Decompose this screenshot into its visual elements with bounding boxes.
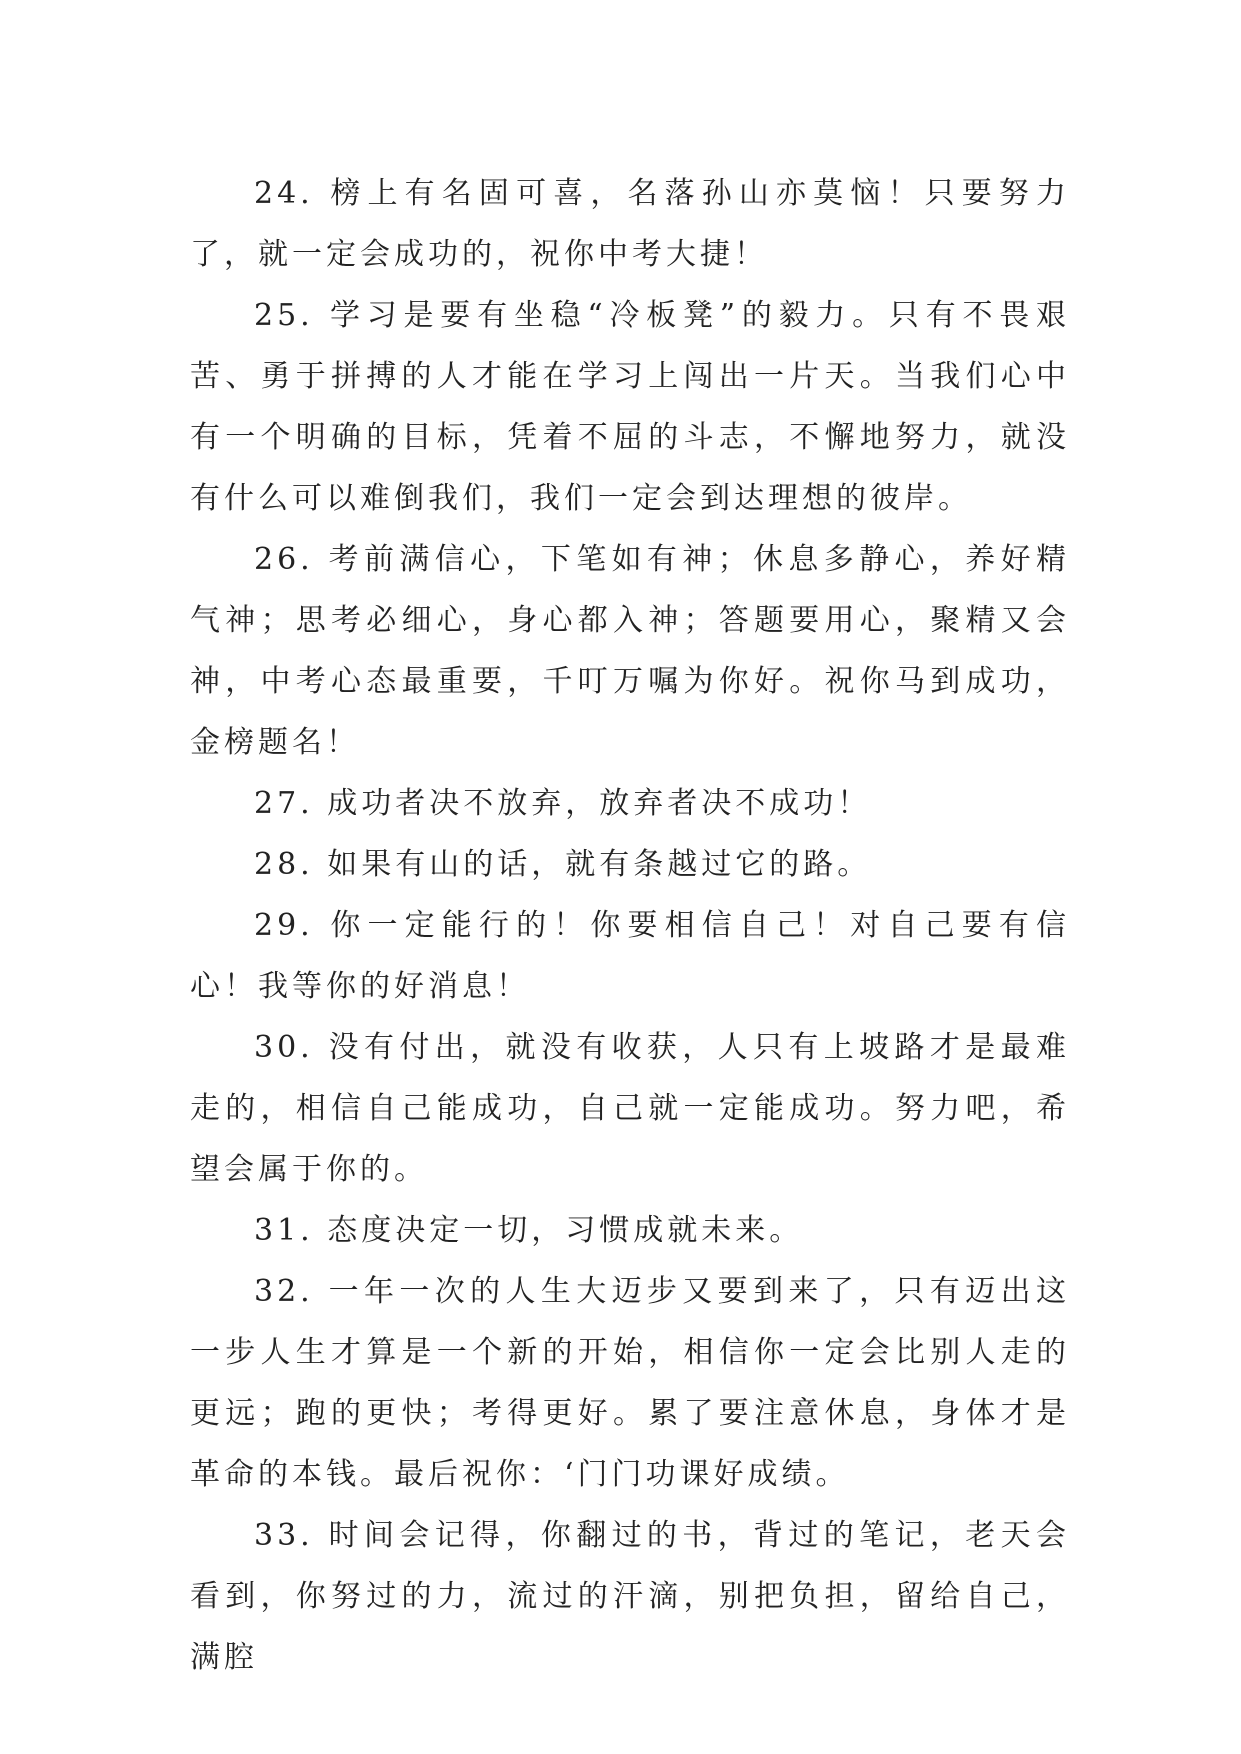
paragraph-33: 33. 时间会记得，你翻过的书，背过的笔记，老天会看到，你努过的力，流过的汗滴，别把负担，留给自己，满腔 <box>190 1518 1070 1675</box>
paragraph-28: 28. 如果有山的话，就有条越过它的路。 <box>254 847 872 882</box>
paragraph-27: 27. 成功者决不放弃，放弃者决不成功！ <box>254 786 872 821</box>
paragraph-24: 24. 榜上有名固可喜，名落孙山亦莫恼！只要努力了，就一定会成功的，祝你中考大捷！ <box>190 176 1070 272</box>
paragraph-31: 31. 态度决定一切，习惯成就未来。 <box>254 1213 804 1248</box>
paragraph-26: 26. 考前满信心，下笔如有神；休息多静心，养好精气神；思考必细心，身心都入神；答题要用心，聚精又会神，中考心态最重要，千叮万嘱为你好。祝你马到成功，金榜题名！ <box>190 542 1070 760</box>
paragraph-32: 32. 一年一次的人生大迈步又要到来了，只有迈出这一步人生才算是一个新的开始，相信你一定会比别人走的更远；跑的更快；考得更好。累了要注意休息，身体才是革命的本钱。最后祝你：‘门门功课好成绩。 <box>190 1274 1070 1492</box>
document-body <box>190 163 1070 1688</box>
paragraph-30: 30. 没有付出，就没有收获，人只有上坡路才是最难走的，相信自己能成功，自己就一定能成功。努力吧，希望会属于你的。 <box>190 1030 1070 1187</box>
paragraph-29: 29. 你一定能行的！你要相信自己！对自己要有信心！我等你的好消息！ <box>190 908 1070 1004</box>
paragraph-25: 25. 学习是要有坐稳“冷板凳”的毅力。只有不畏艰苦、勇于拼搏的人才能在学习上闯出一片天。当我们心中有一个明确的目标，凭着不屈的斗志，不懈地努力，就没有什么可以难倒我们，我们一定会到达理想的彼岸。 <box>190 298 1070 516</box>
